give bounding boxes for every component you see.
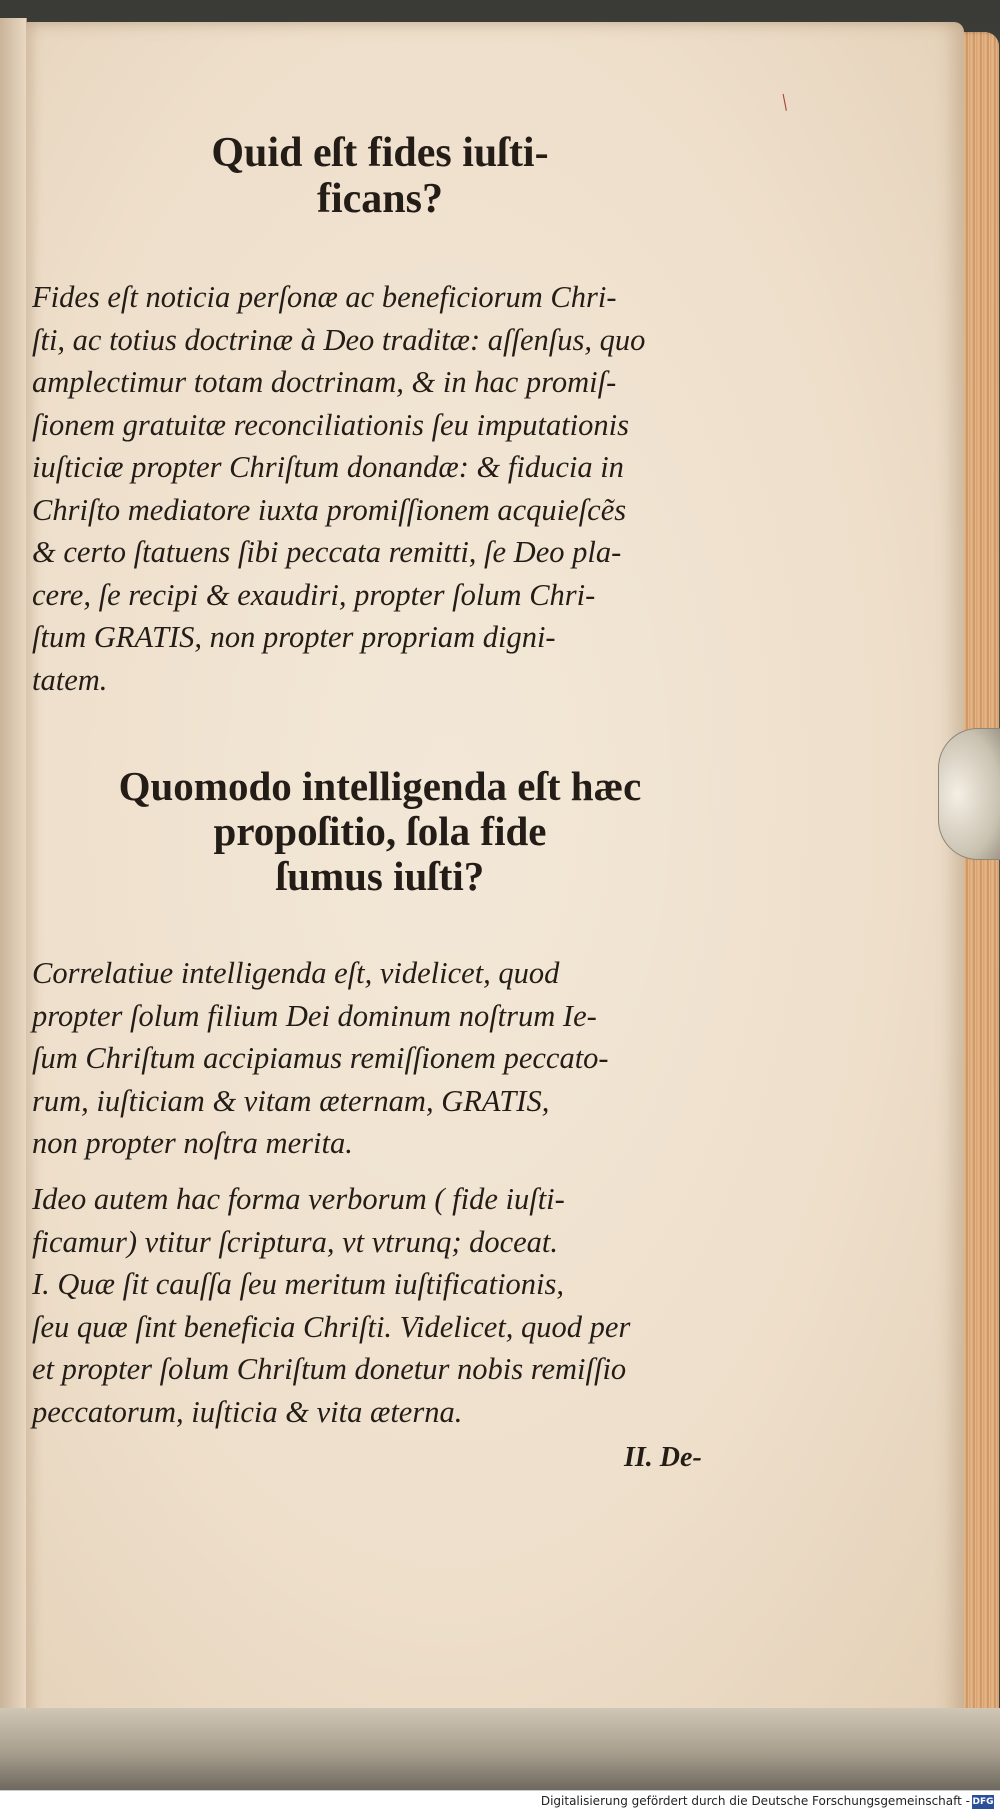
text-line: & certo ſtatuens ſibi peccata remitti, ſe Deo pla- [32, 535, 622, 569]
digitization-footer [0, 1790, 1000, 1813]
text-line: et propter ſolum Chriſtum donetur nobis remiſſio [32, 1352, 627, 1386]
heading-line: propoſitio, ſola fide [213, 808, 547, 854]
heading-line: Quid eſt fides iuſti- [211, 130, 549, 176]
text-line: rum, iuſticiam & vitam æternam, GRATIS, [32, 1083, 550, 1118]
text-line: Chriſto mediatore iuxta promiſſionem acquieſcẽs [32, 492, 627, 527]
text-line: I. Quæ ſit cauſſa ſeu meritum iuſtificationis, [32, 1267, 565, 1301]
text-line: ficamur) vtitur ſcriptura, vt vtrunq; doceat. [32, 1224, 559, 1259]
heading-line: Quomodo intelligenda eſt hæc [118, 763, 642, 809]
text-line: Correlatiue intelligenda eſt, videlicet, quod [32, 956, 560, 990]
text-line: non propter noſtra merita. [32, 1126, 353, 1160]
text-line: propter ſolum filium Dei dominum noſtrum Ie- [32, 998, 597, 1033]
heading-line: ſumus iuſti? [275, 853, 485, 899]
ink-mark: / [775, 90, 795, 116]
text-line: ſeu quæ ſint beneficia Chriſti. Videlicet, quod per [32, 1309, 631, 1344]
text-line: ſionem gratuitæ reconciliationis ſeu imputationis [32, 407, 629, 442]
text-line: peccatorum, iuſticia & vita æterna. [32, 1394, 463, 1429]
heading-line: ficans? [317, 176, 443, 222]
footer-credit: Digitalisierung gefördert durch die Deutsche Forschungsgemeinschaft - [540, 1794, 970, 1808]
dfg-logo-icon: DFG [972, 1797, 994, 1807]
text-line: cere, ſe recipi & exaudiri, propter ſolum Chri- [32, 577, 596, 612]
text-line: iuſticiæ propter Chriſtum donandæ: & fiducia in [32, 450, 624, 484]
heading-quid-est-fides [90, 130, 670, 222]
text-line: tatem. [32, 662, 108, 697]
text-line: amplectimur totam doctrinam, & in hac promiſ- [32, 365, 617, 399]
paragraph-correlatiue [32, 952, 732, 1165]
binding-bottom-edge [0, 1708, 1000, 1790]
text-line: ſti, ac totius doctrinæ à Deo traditæ: aſſenſus, quo [32, 322, 646, 357]
book-clasp [938, 728, 1000, 860]
paragraph-fides-definition [32, 276, 732, 701]
text-line: Fides eſt noticia perſonæ ac beneficiorum Chri- [32, 280, 617, 314]
catchword: II. De- [624, 1442, 702, 1473]
text-line: Ideo autem hac forma verborum ( fide iuſti- [32, 1182, 565, 1216]
paragraph-ideo-autem [32, 1178, 732, 1433]
text-line: ſum Chriſtum accipiamus remiſſionem peccato- [32, 1041, 609, 1075]
binding-left-edge [0, 18, 27, 1708]
heading-quomodo-intelligenda [40, 764, 720, 899]
text-line: ſtum GRATIS, non propter propriam digni- [32, 620, 556, 654]
